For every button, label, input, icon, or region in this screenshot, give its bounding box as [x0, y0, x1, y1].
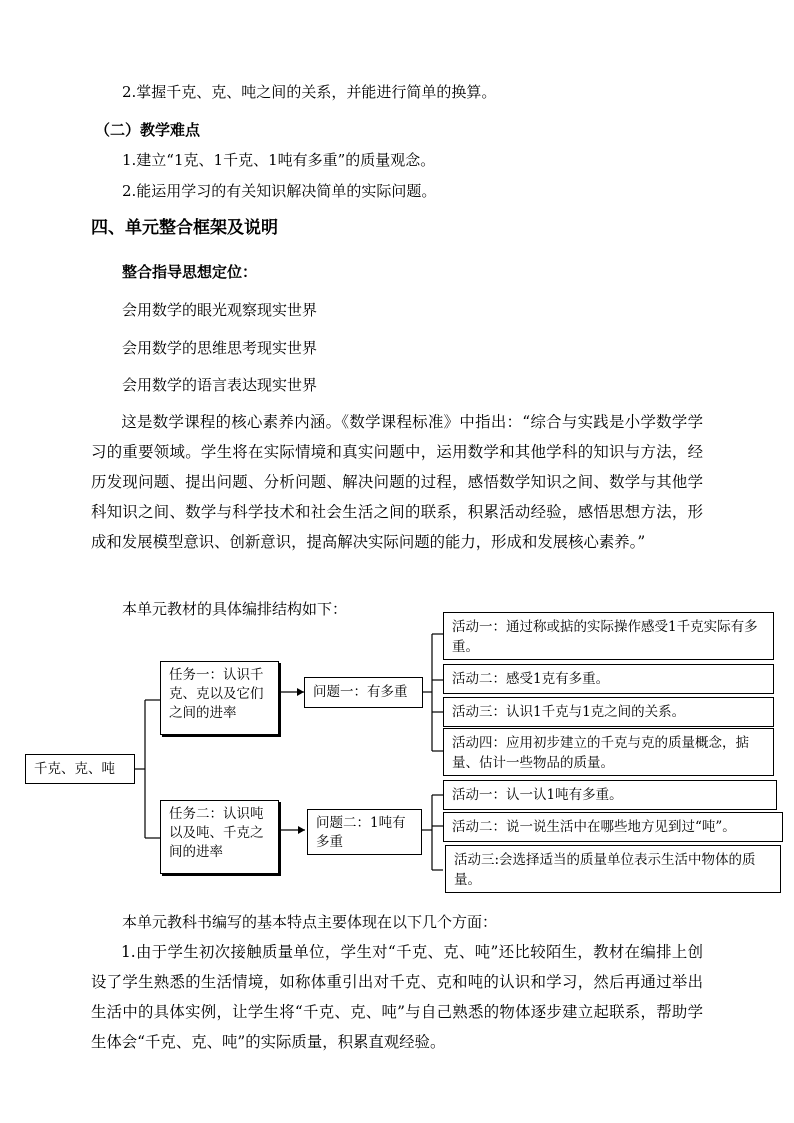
task1-activity-1: 活动一：通过称或掂的实际操作感受1千克实际有多重。 — [443, 612, 774, 660]
diagram-root-box: 千克、克、吨 — [25, 754, 135, 784]
features-intro: 本单元教科书编写的基本特点主要体现在以下几个方面： — [122, 913, 498, 931]
feature-item-1-text: 1.由于学生初次接触质量单位，学生对“千克、克、吨”还比较陌生，教材在编排上创设了学生熟悉的生活情境，如称体重引出对千克、克和吨的认识和学习，然后再通过举出生活中的具体实例，让学生将“千克、克、吨”与自己熟悉的物体逐步建立起联系，帮助学生体会“千克、克、吨”的实际质量，积累直观经验。 — [91, 943, 703, 1051]
structure-intro: 本单元教材的具体编排结构如下： — [122, 600, 348, 618]
task2-box: 任务二：认识吨以及吨、千克之间的进率 — [160, 800, 279, 874]
task2-activity-3: 活动三:会选择适当的质量单位表示生活中物体的质量。 — [445, 845, 781, 893]
problem2-box: 问题二：1吨有多重 — [307, 809, 422, 855]
difficulties-heading: （二）教学难点 — [95, 121, 201, 139]
task1-activity-2: 活动二：感受1克有多重。 — [443, 664, 774, 694]
guide-line-2: 会用数学的思维思考现实世界 — [122, 339, 318, 357]
guide-heading: 整合指导思想定位： — [122, 263, 258, 281]
task1-box: 任务一：认识千克、克以及它们之间的进率 — [160, 661, 279, 735]
task2-activity-2: 活动二：说一说生活中在哪些地方见到过“吨”。 — [443, 812, 783, 842]
guide-line-3: 会用数学的语言表达现实世界 — [122, 376, 318, 394]
difficulty-item-1: 1.建立“1克、1千克、1吨有多重”的质量观念。 — [122, 151, 436, 169]
task2-activity-1: 活动一：认一认1吨有多重。 — [443, 780, 777, 810]
difficulty-item-2: 2.能运用学习的有关知识解决简单的实际问题。 — [122, 182, 437, 200]
feature-item-1 — [91, 937, 703, 1057]
section4-heading: 四、单元整合框架及说明 — [91, 218, 278, 238]
core-literacy-text: 这是数学课程的核心素养内涵。《数学课程标准》中指出：“综合与实践是小学数学学习的重要领域。学生将在实际情境和真实问题中，运用数学和其他学科的知识与方法，经历发现问题、提出问题、分析问题、解决问题的过程，感悟数学知识之间、数学与其他学科知识之间、数学与科学技术和社会生活之间的联系，积累活动经验，感悟思想方法，形成和发展模型意识、创新意识，提高解决实际问题的能力，形成和发展核心素养。” — [91, 413, 703, 551]
problem1-box: 问题一：有多重 — [304, 677, 423, 708]
task1-activity-3: 活动三：认识1千克与1克之间的关系。 — [443, 697, 774, 727]
guide-line-1: 会用数学的眼光观察现实世界 — [122, 301, 318, 319]
objective-item-2: 2.掌握千克、克、吨之间的关系，并能进行简单的换算。 — [122, 83, 497, 101]
task1-activity-4: 活动四：应用初步建立的千克与克的质量概念，掂量、估计一些物品的质量。 — [443, 728, 774, 776]
